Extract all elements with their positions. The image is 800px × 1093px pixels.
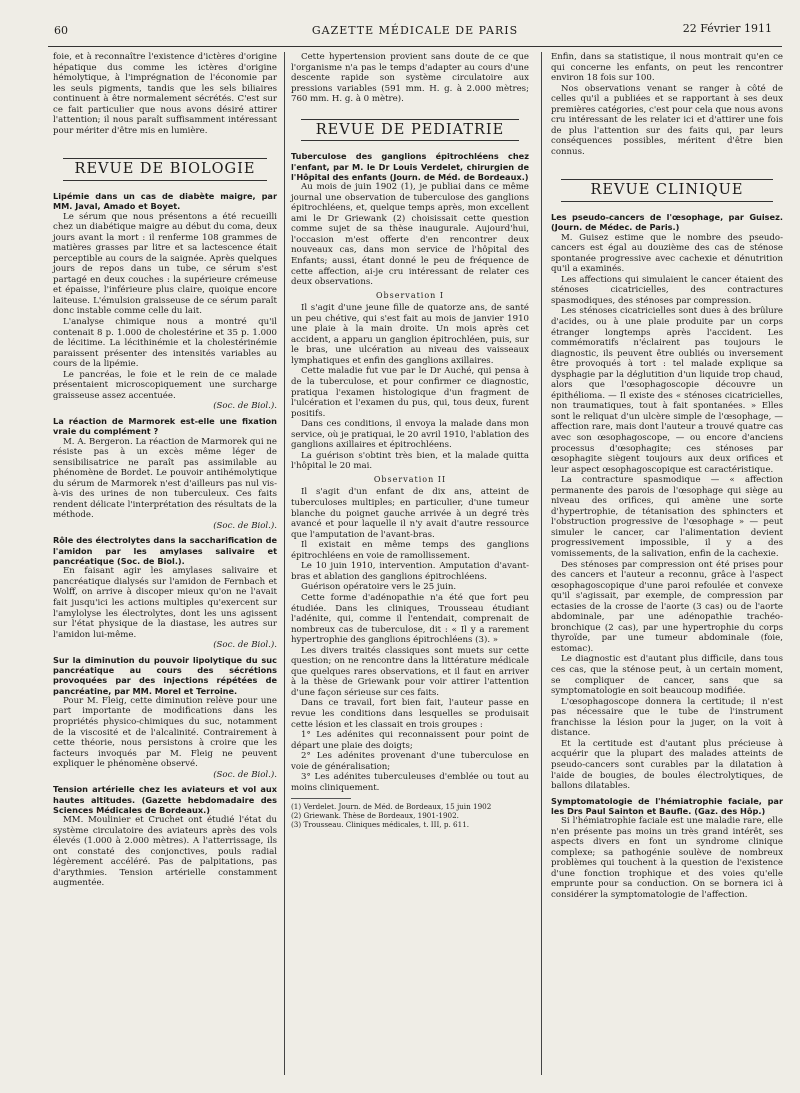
paragraph: La contracture spasmodique — « affection permanente des parois de l'œsophage qui siège au niveau des orifices, qui amène une sorte d'hypertrophie, de tétanisation des sphincters et l'obstruction progressive de l'œsophage » — peut simuler le cancer, car l'alimentation devient progressivement impossible, il y a des vomissements, de la salivation, enfin de la cachexie. [551,475,783,560]
paragraph: Au mois de juin 1902 (1), je publiai dans ce même journal une observation de tuberculose des ganglions épitrochléens, et, quelque temps après, mon excellent ami le Dr Griewank (2) choisissait cette question comme sujet de sa thèse inaugurale. Aujourd'hui, l'occasion m'est offerte d'en rencontrer deux nouveaux cas, dans mon service de l'hôpital des Enfants; aussi, étant donné le peu de fréquence de cette affection, ai-je cru intéressant de relater ces deux observations. [291,182,529,288]
column-divider [284,52,285,1075]
paragraph: L'œsophagoscope donnera la certitude; il n'est pas nécessaire que le tube de l'instrument franchisse la lésion pour la juger, on la voit à distance. [551,696,783,739]
header-rule [48,46,782,47]
paragraph: La guérison s'obtint très bien, et la malade quitta l'hôpital le 20 mai. [291,450,529,472]
source-citation: (Soc. de Biol.). [213,769,277,780]
paragraph: Dans ce travail, fort bien fait, l'auteur passe en revue les conditions dans lesquelles se produisait cette lésion et les classait en trois groupes : [291,698,529,730]
paragraph: Il existait en même temps des ganglions épitrochléens en voie de ramollissement. [291,540,529,561]
article-title: Les pseudo-cancers de l'œsophage, par Guisez. (Journ. de Médec. de Paris.) [551,212,783,233]
list-item: 1° Les adénites qui reconnaissent pour point de départ une plaie des doigts; [291,730,529,751]
paragraph: foie, et à reconnaître l'existence d'ictères d'origine hépatique dus comme les ictères d'origine hémolytique, à l'imprégnation de l'économie par les seuls pigments, tandis que les sels biliaires continuent à être normalement sécrétés. C'est sur ce fait particulier que nous avons désiré attirer l'attention; il nous paraît suffisamment intéressant pour mériter d'être mis en lumière. [53,52,277,136]
paragraph: Cette maladie fut vue par le Dr Auché, qui pensa à de la tuberculose, et pour confirmer ce diagnostic, pratiqua l'examen histologique d'un fragment de l'ulcération et l'examen du pus, qui, tous deux, furent positifs. [291,366,529,419]
article-title: La réaction de Marmorek est-elle une fixation vraie du complément ? [53,415,277,437]
paragraph: Cette forme d'adénopathie n'a été que fort peu étudiée. Dans les cliniques, Trousseau étudiant l'adénite, qui, comme il l'entendait, comprenait de nombreux cas de tuberculose, dit : « Il y a rarement hypertrophie des ganglions épitrochléens (3). » [291,592,529,646]
paragraph: Le 10 juin 1910, intervention. Amputation d'avant-bras et ablation des ganglions épitrochléens. [291,561,529,582]
article-title: Rôle des électrolytes dans la saccharification de l'amidon par les amylases salivaire et pancréatique (Soc. de Biol.). [53,535,277,567]
paragraph: Les affections qui simulaient le cancer étaient des sténoses cicatricielles, des contractures spasmodiques, des sténoses par compression. [551,274,783,306]
paragraph: Le sérum que nous présentons a été recueilli chez un diabétique maigre au début du coma, deux jours avant la mort : il renferme 108 grammes de matières grasses par litre et sa lactescence était perceptible au cours de la saignée. Après quelques jours de repos dans un tube, ce sérum s'est partagé en deux couches : la supérieure crémeuse et épaisse, l'inférieure plus claire, quoique encore laiteuse. L'émulsion graisseuse de ce sérum paraît donc instable comme celle du lait. [53,211,277,317]
journal-title: GAZETTE MÉDICALE DE PARIS [311,24,519,37]
page-number: 60 [54,24,68,37]
list-item: 2° Les adénites provenant d'une tuberculose en voie de généralisation; [291,751,529,772]
paragraph: Il s'agit d'une jeune fille de quatorze ans, de santé un peu chétive, qui s'est fait au mois de janvier 1910 une plaie à la main droite. Un mois après cet accident, a apparu un ganglion épitrochléen, puis, sur le bras, une ulcération au niveau des vaisseaux lymphatiques et enfin des ganglions axillaires. [291,303,529,366]
footnote: (3) Trousseau. Cliniques médicales, t. III, p. 611. [291,820,470,830]
page-header [50,20,780,42]
paragraph: Il s'agit d'un enfant de dix ans, atteint de tuberculoses multiples; en particulier, d'une tumeur blanche du poignet gauche arrivée à un degré très avancé et pour laquelle il n'y avait d'autre ressource que l'amputation de l'avant-bras. [291,487,529,540]
paragraph: Dans ces conditions, il envoya la malade dans mon service, où je pratiquai, le 20 avril 1910, l'ablation des ganglions axillaires et épitrochléens. [291,419,529,451]
column-1 [53,52,277,889]
paragraph: L'analyse chimique nous a montré qu'il contenait 8 p. 1.000 de cholestérine et 35 p. 1.000 de lécitime. La lécithinémie et la cholestérinémie paraissent présenter des intensités variables au cours de la lipémie. [53,316,277,370]
footnote: (2) Griewank. Thèse de Bordeaux, 1901-1902. [291,811,459,821]
column-divider [541,52,542,1075]
observation-heading: Observation II [373,474,447,484]
paragraph: En faisant agir les amylases salivaire et pancréatique dialysés sur l'amidon de Fernbach et Wolff, on arrive à discoper mieux qu'on ne l'avait fait jusqu'ici les actions multiples qu'exercent sur l'amylolyse les électrolytes, dont les uns agissent sur l'état physique de la diastase, les autres sur l'amidon lui-même. [53,566,277,640]
observation-heading: Observation I [375,290,445,300]
article-title: Lipémie dans un cas de diabète maigre, par MM. Javal, Amado et Boyet. [53,190,277,212]
source-citation: (Soc. de Biol.). [213,520,277,531]
footnote-rule [291,798,351,799]
column-3 [551,52,783,901]
paragraph: Enfin, dans sa statistique, il nous montrait qu'en ce qui concerne les enfants, on peut les rencontrer environ 18 fois sur 100. [551,52,783,84]
source-citation: (Soc. de Biol.). [213,401,277,412]
paragraph: M. Guisez estime que le nombre des pseudo-cancers est égal au douzième des cas de sténose spontanée progressive avec cachexie et dénutrition qu'il a examinés. [551,232,783,275]
article-title: Tension artérielle chez les aviateurs et vol aux hautes altitudes. (Gazette hebdomadaire des Sciences Médicales de Bordeaux.) [53,784,277,815]
issue-date: 22 Février 1911 [682,22,772,35]
paragraph: Guérison opératoire vers le 25 juin. [301,582,457,593]
paragraph: Cette hypertension provient sans doute de ce que l'organisme n'a pas le temps d'adapter au cours d'une descente rapide son système circulatoire aux pressions variables (591 mm. H. g. à 2.000 mètres; 760 mm. H. g. à 0 mètre). [291,52,529,105]
section-title-pediatrie: REVUE DE PEDIATRIE [301,119,519,142]
paragraph: Les sténoses cicatricielles sont dues à des brûlure d'acides, ou à une plaie produite par un corps étranger longtemps après l'accident. Les commémoratifs n'éclairent pas toujours le diagnostic, ils peuvent être oubliés ou inversement être provoqués à tort : tel malade explique sa dysphagie par la déglutition d'un liquide trop chaud, alors que l'œsophagoscopie découvre un épithélioma. — Il existe des « sténoses cicatricielles, non traumatiques, tout à fait spontanées. » Elles sont le reliquat d'un ulcère simple de l'œsophage, — affection rare, mais dont l'auteur a trouvé quatre cas avec son œsophagoscope, — ou encore d'anciens processus d'œsophagite; ces sténoses par œsophagite siègent toujours aux deux orifices et leur aspect œsophagoscopique est caractéristique. [551,306,783,475]
paragraph: Nos observations venant se ranger à côté de celles qu'il a publiées et se rapportant à ses deux premières catégories, c'est pour cela que nous avons cru intéressant de les relater ici et d'attirer une fois de plus l'attention sur des faits qui, par leurs conséquences possibles, méritent d'être bien connus. [551,83,783,157]
paragraph: Des sténoses par compression ont été prises pour des cancers et l'auteur a reconnu, grâce à l'aspect œsophagoscopique d'une paroi refoulée et convexe qu'il s'agissait, par exemple, de compression par ectasies de la crosse de l'aorte (3 cas) ou de l'aorte abdominale, par une adénopathie trachéo-bronchique (2 cas), par une hypertrophie du corps thyroïde, par une tumeur abdominale (foie, estomac). [551,559,783,654]
footnote: (1) Verdelet. Journ. de Méd. de Bordeaux, 15 juin 1902 [291,802,492,812]
paragraph: Le diagnostic est d'autant plus difficile, dans tous ces cas, que la sténose peut, à un certain moment, se compliquer de cancer, sans que sa symptomatologie en soit beaucoup modifiée. [551,654,783,697]
paragraph: Si l'hémiatrophie faciale est une maladie rare, elle n'en présente pas moins un très grand intérêt, ses aspects divers en font un syndrome clinique complexe; sa pathogénie soulève de nombreux problèmes qui touchent à la question de l'existence d'une fonction trophique et des voies qu'elle emprunte pour sa conduction. On se bornera ici à considérer la symptomatologie de l'affection. [551,816,783,901]
paragraph: Et la certitude est d'autant plus précieuse à acquérir que la plupart des malades atteints de pseudo-cancers sont curables par la dilatation à l'aide de bougies, de boules électrolytiques, de ballons dilatables. [551,738,783,792]
article-title: Tuberculose des ganglions épitrochléens chez l'enfant, par M. le Dr Louis Verdelet, chirurgien de l'Hôpital des enfants (Journ. de Méd. de Bordeaux.) [291,151,529,182]
source-citation: (Soc. de Biol.). [213,640,277,651]
paragraph: Pour M. Fleig, cette diminution relève pour une part importante de modifications dans les propriétés physico-chimiques du suc, notamment de la viscosité et de l'alcalinité. Contrairement à cette théorie, nous persistons à croire que les facteurs invoqués par M. Fleig ne peuvent expliquer le phénomène observé. [53,695,277,770]
list-item: 3° Les adénites tuberculeuses d'emblée ou tout au moins cliniquement. [291,772,529,793]
section-title-clinique: REVUE CLINIQUE [561,179,773,202]
article-title: Sur la diminution du pouvoir lipolytique du suc pancréatique au cours des sécrétions provoquées par des injections répétées de pancréatine, par MM. Morel et Terroine. [53,654,277,696]
paragraph: Le pancréas, le foie et le rein de ce malade présentaient microscopiquement une surcharge graisseuse assez accentuée. [53,369,277,401]
section-title-biologie: REVUE DE BIOLOGIE [63,158,267,181]
article-title: Symptomatologie de l'hémiatrophie faciale, par les Drs Paul Sainton et Baufle. (Gaz. des Hôp.) [551,795,783,816]
paragraph: MM. Moulinier et Cruchet ont étudié l'état du système circulatoire des aviateurs après des vols élevés (1.000 à 2.000 mètres). A l'atterrissage, ils ont constaté des conjonctives, pouls radial légèrement accéléré. Pas de palpitations, pas d'arythmies. Tension artérielle constamment augmentée. [53,815,277,889]
column-2 [291,52,529,829]
paragraph: M. A. Bergeron. La réaction de Marmorek qui ne résiste pas à un excès même léger de sensibilisatrice ne paraît pas assimilable au phénomène de Bordet. Le pouvoir antihémolytique du sérum de Marmorek n'est d'ailleurs pas nul vis-à-vis des urines de non tuberculeux. Ces faits rendent délicate l'interprétation des résultats de la méthode. [53,436,277,521]
paragraph: Les divers traités classiques sont muets sur cette question; on ne rencontre dans la littérature médicale que quelques rares observations, et il faut en arriver à la thèse de Griewank pour voir attirer l'attention d'une façon sérieuse sur ces faits. [291,645,529,698]
